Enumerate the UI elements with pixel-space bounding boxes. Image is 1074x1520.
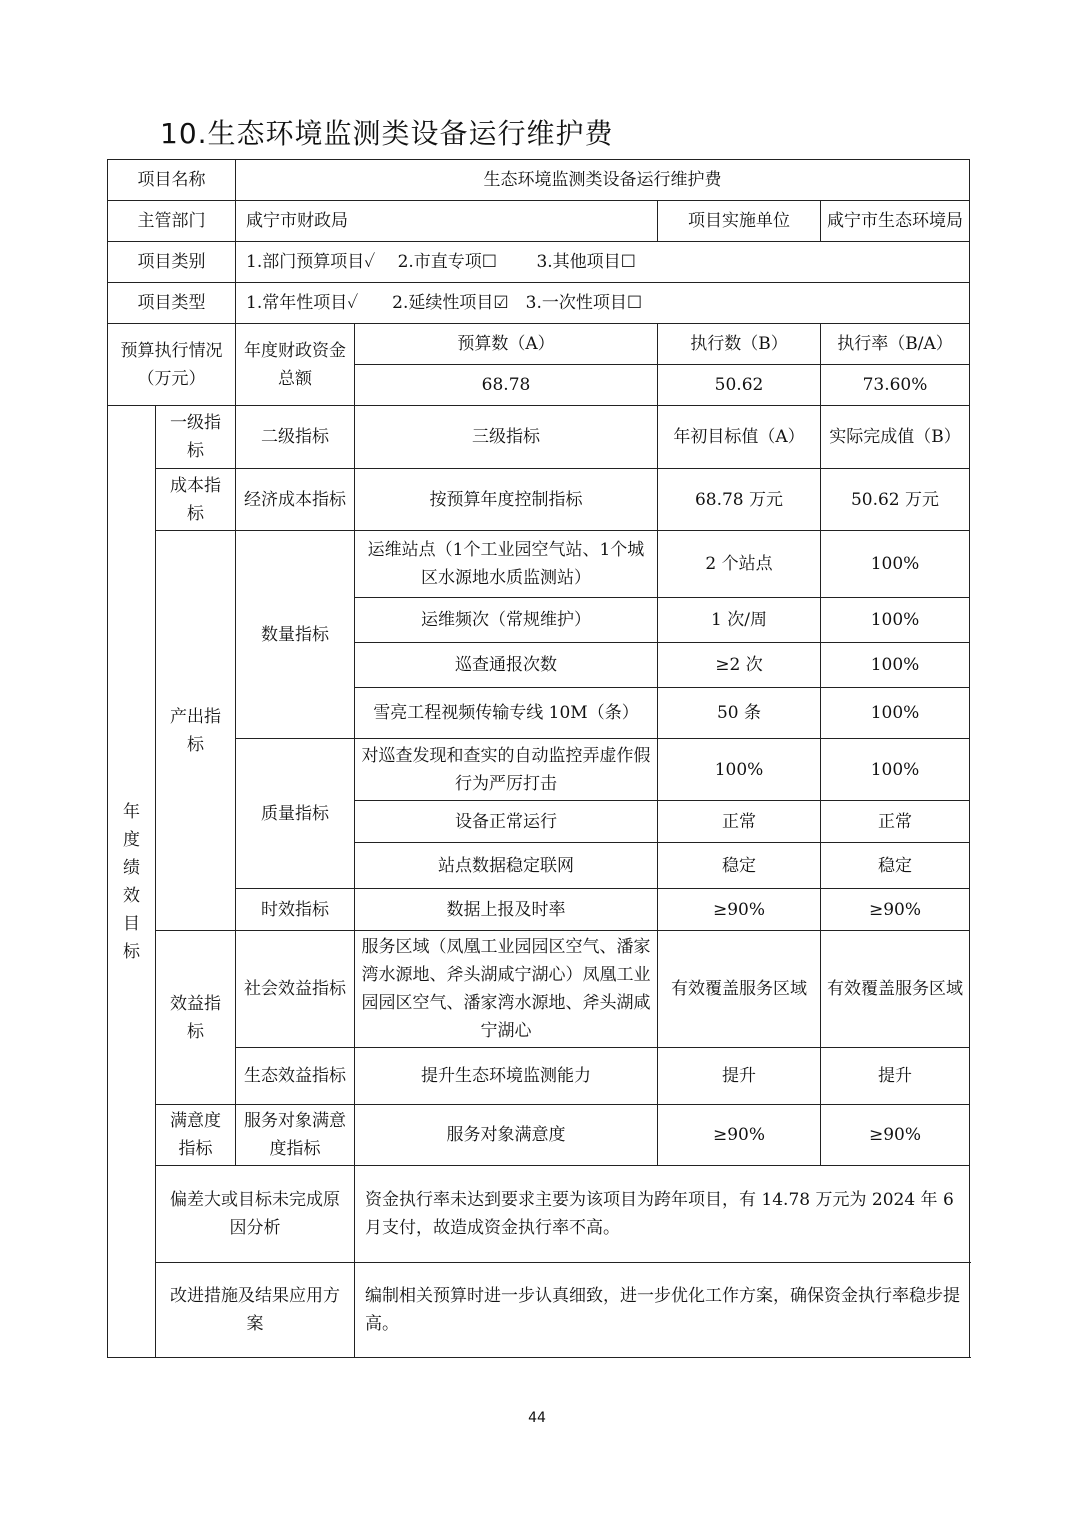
improvement-text: 编制相关预算时进一步认真细致，进一步优化工作方案，确保资金执行率稳步提高。 xyxy=(355,1263,970,1358)
social-name: 服务区域（凤凰工业园园区空气、潘家湾水源地、斧头湖咸宁湖心）凤凰工业园园区空气、潘家湾水源地、斧头湖咸宁湖心 xyxy=(355,931,658,1048)
row-project-name xyxy=(108,160,970,201)
budget-sub-label: 年度财政资金总额 xyxy=(236,324,355,406)
budget-val-b: 50.62 xyxy=(658,365,821,406)
budget-col-b: 执行数（B） xyxy=(658,324,821,365)
project-name-label: 项目名称 xyxy=(108,160,236,201)
page-title: 10.生态环境监测类设备运行维护费 xyxy=(160,117,614,150)
row-improvement xyxy=(108,1263,970,1358)
type-label: 项目类型 xyxy=(108,283,236,324)
timeliness-level2: 时效指标 xyxy=(236,889,355,931)
row-satisfaction xyxy=(108,1105,970,1166)
social-level2: 社会效益指标 xyxy=(236,931,355,1048)
eco-actual: 提升 xyxy=(821,1048,970,1105)
eco-name: 提升生态环境监测能力 xyxy=(355,1048,658,1105)
benefit-label: 效益指标 xyxy=(156,931,236,1105)
row-goals-header xyxy=(108,406,970,469)
type-value: 1.常年性项目✓ 2.延续性项目☑ 3.一次性项目☐ xyxy=(236,283,970,324)
cost-level3: 按预算年度控制指标 xyxy=(355,469,658,531)
quantity-2-actual: 100% xyxy=(821,598,970,643)
row-budget-header xyxy=(108,324,970,365)
project-name-value: 生态环境监测类设备运行维护费 xyxy=(236,160,970,201)
category-label: 项目类别 xyxy=(108,242,236,283)
quality-3-actual: 稳定 xyxy=(821,843,970,889)
row-cost xyxy=(108,469,970,531)
satisfaction-level1: 满意度指标 xyxy=(156,1105,236,1166)
header-target: 年初目标值（A） xyxy=(658,406,821,469)
category-value: 1.部门预算项目✓ 2.市直专项☐ 3.其他项目☐ xyxy=(236,242,970,283)
cost-actual: 50.62 万元 xyxy=(821,469,970,531)
row-quality-1 xyxy=(108,739,970,801)
quality-label: 质量指标 xyxy=(236,739,355,889)
eco-target: 提升 xyxy=(658,1048,821,1105)
quantity-4-actual: 100% xyxy=(821,688,970,739)
quality-3-name: 站点数据稳定联网 xyxy=(355,843,658,889)
quantity-2-name: 运维频次（常规维护） xyxy=(355,598,658,643)
quality-1-name: 对巡查发现和查实的自动监控弄虚作假行为严厉打击 xyxy=(355,739,658,801)
row-social xyxy=(108,931,970,1048)
cost-level1: 成本指标 xyxy=(156,469,236,531)
row-eco xyxy=(108,1048,970,1105)
quantity-4-target: 50 条 xyxy=(658,688,821,739)
social-actual: 有效覆盖服务区域 xyxy=(821,931,970,1048)
quantity-4-name: 雪亮工程视频传输专线 10M（条） xyxy=(355,688,658,739)
row-type xyxy=(108,283,970,324)
cost-level2: 经济成本指标 xyxy=(236,469,355,531)
timeliness-actual: ≥90% xyxy=(821,889,970,931)
header-actual: 实际完成值（B） xyxy=(821,406,970,469)
quantity-3-actual: 100% xyxy=(821,643,970,688)
dept-label: 主管部门 xyxy=(108,201,236,242)
row-deviation xyxy=(108,1166,970,1263)
satisfaction-name: 服务对象满意度 xyxy=(355,1105,658,1166)
budget-val-a: 68.78 xyxy=(355,365,658,406)
quality-1-target: 100% xyxy=(658,739,821,801)
satisfaction-actual: ≥90% xyxy=(821,1105,970,1166)
header-level1: 一级指标 xyxy=(156,406,236,469)
quantity-2-target: 1 次/周 xyxy=(658,598,821,643)
row-dept xyxy=(108,201,970,242)
quantity-1-name: 运维站点（1个工业园空气站、1个城区水源地水质监测站） xyxy=(355,531,658,598)
quality-2-target: 正常 xyxy=(658,801,821,843)
dept-value: 咸宁市财政局 xyxy=(236,201,658,242)
satisfaction-level2: 服务对象满意度指标 xyxy=(236,1105,355,1166)
satisfaction-target: ≥90% xyxy=(658,1105,821,1166)
impl-label: 项目实施单位 xyxy=(658,201,821,242)
performance-table xyxy=(107,159,970,1358)
quantity-1-target: 2 个站点 xyxy=(658,531,821,598)
header-level2: 二级指标 xyxy=(236,406,355,469)
deviation-text: 资金执行率未达到要求主要为该项目为跨年项目，有 14.78 万元为 2024 年 6 月支付，故造成资金执行率不高。 xyxy=(355,1166,970,1263)
quantity-3-name: 巡查通报次数 xyxy=(355,643,658,688)
quality-3-target: 稳定 xyxy=(658,843,821,889)
budget-label: 预算执行情况（万元） xyxy=(108,324,236,406)
page-number: 44 xyxy=(528,1410,546,1426)
row-timeliness xyxy=(108,889,970,931)
budget-val-rate: 73.60% xyxy=(821,365,970,406)
quality-1-actual: 100% xyxy=(821,739,970,801)
quality-2-name: 设备正常运行 xyxy=(355,801,658,843)
timeliness-target: ≥90% xyxy=(658,889,821,931)
row-category xyxy=(108,242,970,283)
quality-2-actual: 正常 xyxy=(821,801,970,843)
eco-level2: 生态效益指标 xyxy=(236,1048,355,1105)
quantity-3-target: ≥2 次 xyxy=(658,643,821,688)
header-level3: 三级指标 xyxy=(355,406,658,469)
quantity-1-actual: 100% xyxy=(821,531,970,598)
quantity-label: 数量指标 xyxy=(236,531,355,739)
social-target: 有效覆盖服务区域 xyxy=(658,931,821,1048)
improvement-label: 改进措施及结果应用方案 xyxy=(156,1263,355,1358)
budget-col-a: 预算数（A） xyxy=(355,324,658,365)
cost-target: 68.78 万元 xyxy=(658,469,821,531)
deviation-label: 偏差大或目标未完成原因分析 xyxy=(156,1166,355,1263)
goals-side-label: 年度绩效目标 xyxy=(108,406,156,1358)
row-quantity-1 xyxy=(108,531,970,598)
impl-value: 咸宁市生态环境局 xyxy=(821,201,970,242)
output-label: 产出指标 xyxy=(156,531,236,931)
budget-col-rate: 执行率（B/A） xyxy=(821,324,970,365)
timeliness-name: 数据上报及时率 xyxy=(355,889,658,931)
